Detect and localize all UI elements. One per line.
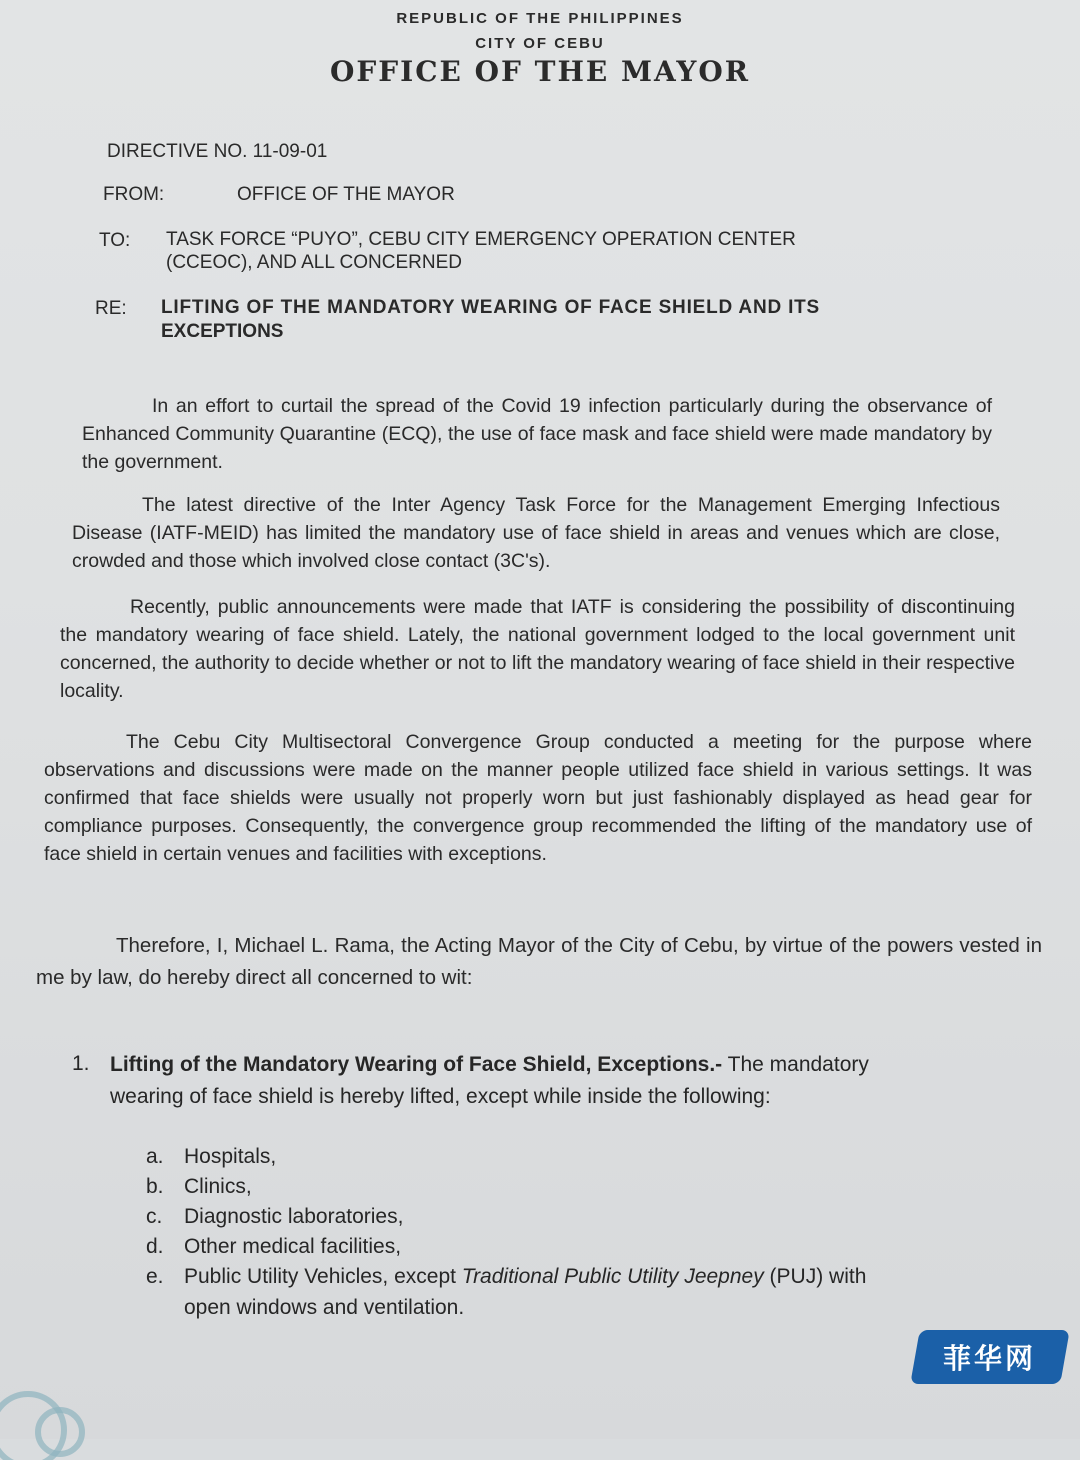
paragraph-4: The Cebu City Multisectoral Convergence Group conducted a meeting for the purpose where observations and discussions were made on the manner people utilized face shield in various settings. It was confirmed that face shields were usually not properly worn but just fashionably displayed as head gear for compliance purposes. Consequently, the convergence group recommended the lifting of the mandatory use of face shield in certain venues and facilities with exceptions. bbox=[44, 731, 1032, 865]
directive-number: DIRECTIVE NO. 11-09-01 bbox=[107, 141, 328, 162]
item-1-text-1: The mandatory bbox=[722, 1053, 869, 1076]
paragraph-3: Recently, public announcements were made that IATF is considering the possibility of discontinuing the mandatory wearing of face shield. Lately, the national government lodged to the local government unit concerned, the authority to decide whether or not to lift the mandatory wearing of face shield in their respective locality. bbox=[60, 596, 1015, 702]
paragraph-2: The latest directive of the Inter Agency Task Force for the Management Emerging Infectious Disease (IATF-MEID) has limited the mandatory use of face shield in areas and venues which are close, crowded and those which involved close contact (3C's). bbox=[72, 494, 1000, 572]
seal-stamp-icon bbox=[0, 1370, 90, 1460]
item-1-line-2: wearing of face shield is hereby lifted, except while inside the following: bbox=[110, 1085, 771, 1108]
header-office: OFFICE OF THE MAYOR bbox=[330, 55, 750, 88]
from-label: FROM: bbox=[103, 184, 165, 205]
list-item-e-line-2: open windows and ventilation. bbox=[184, 1296, 465, 1319]
from-value: OFFICE OF THE MAYOR bbox=[237, 184, 455, 205]
re-line-1: LIFTING OF THE MANDATORY WEARING OF FACE SHIELD AND ITS bbox=[161, 297, 821, 318]
to-line-2: (CCEOC), AND ALL CONCERNED bbox=[166, 252, 462, 273]
to-label: TO: bbox=[99, 230, 131, 251]
re-label: RE: bbox=[95, 298, 127, 319]
item-1-title: Lifting of the Mandatory Wearing of Face Shield, Exceptions.- bbox=[110, 1053, 723, 1076]
paragraph-1: In an effort to curtail the spread of the Covid 19 infection particularly during the observance of Enhanced Community Quarantine (ECQ), the use of face mask and face shield were made mandatory by the government. bbox=[82, 395, 992, 473]
header-city: CITY OF CEBU bbox=[475, 35, 605, 52]
list-item-e: e. Public Utility Vehicles, except Traditional Public Utility Jeepney (PUJ) with bbox=[146, 1265, 867, 1288]
paragraph-5: Therefore, I, Michael L. Rama, the Acting Mayor of the City of Cebu, by virtue of the powers vested in me by law, do hereby direct all concerned to wit: bbox=[36, 934, 1042, 989]
item-1-line-1 bbox=[110, 1049, 869, 1081]
item-1-number: 1. bbox=[72, 1052, 90, 1075]
watermark-logo bbox=[910, 1330, 1070, 1384]
list-item: a. Hospitals, bbox=[146, 1145, 277, 1168]
header-republic: REPUBLIC OF THE PHILIPPINES bbox=[396, 10, 684, 27]
watermark-text: 菲华网 bbox=[943, 1342, 1037, 1375]
list-item: d. Other medical facilities, bbox=[146, 1235, 402, 1258]
list-item: b. Clinics, bbox=[146, 1175, 252, 1198]
to-line-1: TASK FORCE “PUYO”, CEBU CITY EMERGENCY OPERATION CENTER bbox=[166, 229, 796, 250]
list-item: c. Diagnostic laboratories, bbox=[146, 1205, 404, 1228]
re-line-2: EXCEPTIONS bbox=[161, 321, 284, 342]
